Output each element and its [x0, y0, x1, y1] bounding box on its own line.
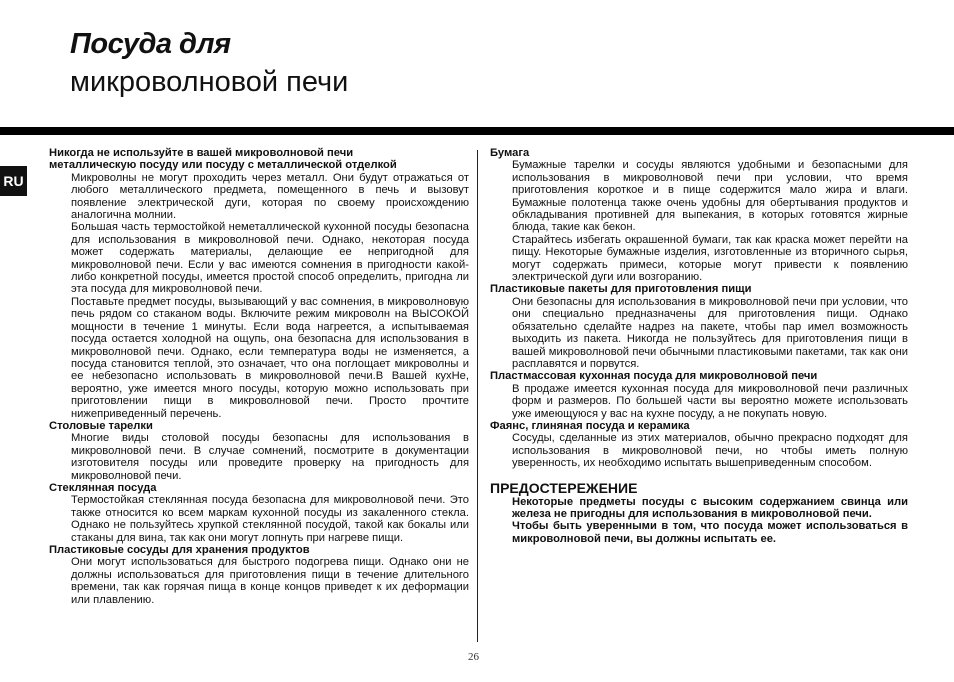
plates-paragraph: Многие виды столовой посуды безопасны для использования в микроволновой печи. В случае сомнений, посмотрите в документации изготовителя посуды или проведите проверку на пригодность для микроволновой печи. — [71, 432, 469, 482]
ceramic-heading: Фаянс, глиняная посуда и керамика — [490, 419, 690, 432]
page-number: 26 — [468, 651, 479, 663]
paper-paragraph-2: Старайтесь избегать окрашенной бумаги, так как краска может перейти на пищу. Некоторые бумажные изделия, изготовленные из вторичного сырья, могут содержать примеси, которые могут привести к появлению электрической дуги или возгоранию. — [512, 233, 908, 284]
storage-heading: Пластиковые сосуды для хранения продуктов — [49, 544, 310, 556]
bags-paragraph: Они безопасны для использования в микроволновой печи при условии, что они специально предназначены для приготовления пищи. Однако обязательно сделайте надрез на пакете, чтобы пар имел возможность выходить из пакета. Никогда не пользуйтесь для приготовления пищи в вашей микроволновой печи обычными пластиковыми пакетами, так как они расплавятся и порвутся. — [512, 295, 908, 370]
metal-paragraph-3: Поставьте предмет посуды, вызывающий у вас сомнения, в микроволновую печь рядом со стаканом воды. Включите режим микроволн на ВЫСОКОЙ мощности в течение 1 минуты. Если вода нагреется, а испытываемая посуда остается холодной на ощупь, она безопасна для использования в микроволновой печи. Однако, если температура воды не изменяется, а посуда становится теплой, это означает, что она поглощает микроволны и ее небезопасно использовать в микроволновой печи.В Вашей кухНе, вероятно, уже имеется много посуды, которую можно использовать при приготовлении пищи в микроволновой печи. Просто прочтите нижеприведенный перечень. — [71, 295, 469, 420]
metal-heading-2: металлическую посуду или посуду с металлической отделкой — [49, 159, 397, 172]
warning-paragraph-2: Чтобы быть уверенными в том, что посуда может использоваться в микроволновой печи, вы должны испытать ее. — [512, 520, 908, 545]
warning-paragraph-1: Некоторые предметы посуды с высоким содержанием свинца или железа не пригодны для использования в микроволновой печи. — [512, 495, 908, 520]
glass-heading: Стеклянная посуда — [49, 481, 157, 494]
plates-heading: Столовые тарелки — [49, 419, 153, 432]
page-subtitle: микроволновой печи — [70, 66, 349, 98]
plastic-paragraph: В продаже имеется кухонная посуда для микроволновой печи различных форм и размеров. По большей части вы вероятно можете использовать уже имеющуюся у вас на кухне посуду, а не покупать новую. — [512, 382, 908, 420]
storage-paragraph: Они могут использоваться для быстрого подогрева пищи. Однако они не должны использоваться для приготовления пищи в течение длительного времени, так как горячая пища в конце концов приведет к их деформации или плавлению. — [71, 556, 469, 606]
language-badge: RU — [0, 166, 27, 196]
column-divider — [477, 150, 478, 642]
paper-heading: Бумага — [490, 147, 530, 159]
metal-heading-1: Никогда не используйте в вашей микроволновой печи — [49, 147, 354, 159]
ceramic-paragraph: Сосуды, сделанные из этих материалов, обычно прекрасно подходят для использования в микроволновой печи, но чтобы иметь полную уверенность, их необходимо испытать вышеприведенным способом. — [512, 432, 908, 470]
bags-heading: Пластиковые пакеты для приготовления пищи — [490, 283, 752, 296]
right-column — [490, 147, 908, 545]
warning-title: ПРЕДОСТЕРЕЖЕНИЕ — [490, 479, 638, 496]
page-title: Посуда для — [70, 28, 231, 60]
metal-paragraph-2: Большая часть термостойкой неметаллической кухонной посуды безопасна для использования в микроволновой печи. Однако, некоторая посуда может содержать материалы, делающие ее непригодной для микроволновой печи. Если у вас имеются сомнения в пригодности какой-либо конкретной посуды, имеется простой способ определить, пригодна ли эта посуда для микроволновой печи. — [71, 221, 469, 296]
plastic-heading: Пластмассовая кухонная посуда для микроволновой печи — [490, 370, 818, 383]
glass-paragraph: Термостойкая стеклянная посуда безопасна для микроволновой печи. Это также относится ко всем маркам кухонной посуды из закаленного стекла. Однако не пользуйтесь хрупкой стеклянной посудой, такой как бокалы или стаканы для вина, так как они могут лопнуть при нагреве пищи. — [71, 494, 469, 544]
header-rule — [0, 127, 954, 135]
paper-paragraph-1: Бумажные тарелки и сосуды являются удобными и безопасными для использования в микроволновой печи при условии, что время приготовления короткое и в пище содержится мало жира и влаги. Бумажные полотенца также очень удобны для обертывания продуктов и обкладывания противней для выпекания, в которых готовятся жирные блюда, такие как бекон. — [512, 159, 908, 234]
metal-paragraph-1: Микроволны не могут проходить через металл. Они будут отражаться от любого металлического предмета, помещенного в печь и вызовут появление электрической дуги, которая по своему происхождению аналогична молнии. — [71, 171, 469, 222]
left-column — [49, 147, 469, 606]
